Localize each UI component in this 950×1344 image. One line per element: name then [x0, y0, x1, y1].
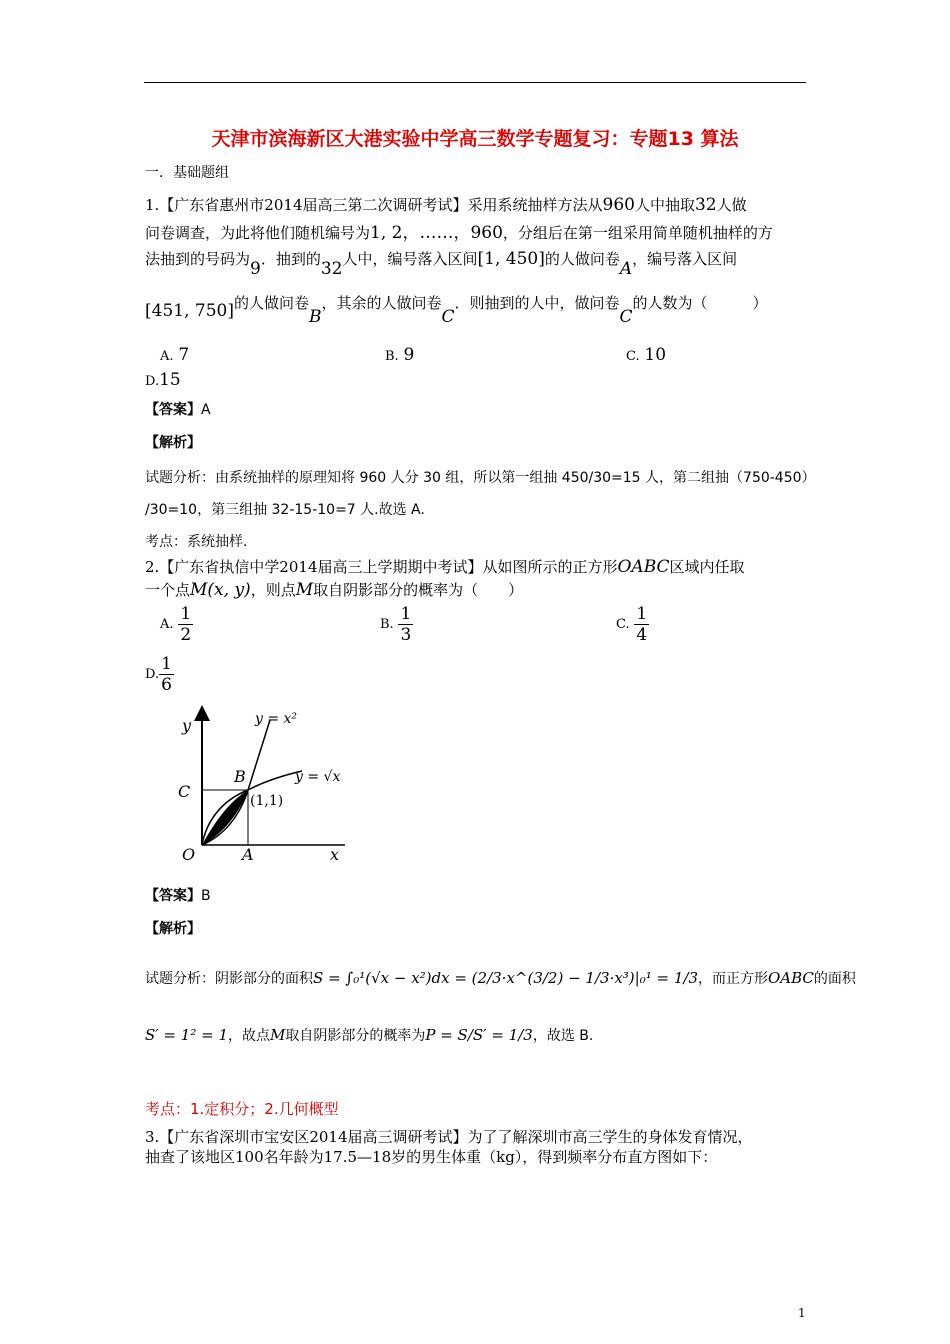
q1-analysis-line-1: 试题分析：由系统抽样的原理知将 960 人分 30 组，所以第一组抽 450/30=15 人，第二组抽（750-450）: [145, 470, 816, 486]
q1-option-d[interactable]: [145, 370, 181, 390]
q1-text: 1.【广东省惠州市2014届高三第二次调研考试】采用系统抽样方法从: [145, 196, 603, 214]
option-fraction: [398, 604, 413, 645]
x-label: x: [330, 845, 340, 864]
q2-option-a[interactable]: [160, 604, 193, 645]
q1-option-c[interactable]: [626, 345, 666, 365]
q2-figure: [170, 705, 360, 865]
option-label: D.: [145, 667, 160, 682]
q1-text: 人中抽取: [634, 196, 695, 214]
q1-text: 人中，编号落入区间: [342, 250, 478, 268]
option-label: C.: [626, 349, 640, 364]
q1-text: ，分组后在第一组采用简单随机抽样的方: [502, 224, 773, 242]
q1-line-4: [145, 294, 768, 327]
denominator: 2: [180, 625, 192, 645]
answer-value: B: [201, 888, 211, 904]
q1-var: A: [619, 259, 633, 279]
option-label: B.: [380, 617, 394, 632]
answer-label: 【答案】: [145, 402, 201, 418]
shaded-region: [202, 790, 248, 845]
q1-analysis-line-2: /30=10，第三组抽 32-15-10=7 人.故选 A.: [145, 502, 425, 518]
q1-number: 9: [250, 259, 261, 279]
numerator: 1: [400, 604, 412, 624]
q1-answer: [145, 399, 211, 419]
q2-text: 试题分析：阴影部分的面积: [145, 971, 313, 987]
q2-answer: [145, 885, 211, 905]
q1-interval: [451, 750]: [145, 301, 234, 321]
q1-option-b[interactable]: [385, 345, 414, 365]
q2-text: ，则点: [250, 581, 296, 599]
q2-text: ，故选 B.: [532, 1028, 594, 1044]
denominator: 3: [400, 625, 412, 645]
option-fraction: [178, 604, 193, 645]
q2-var: M: [270, 1026, 286, 1044]
q1-text: 法抽到的号码为: [145, 250, 251, 268]
q1-text: ．则抽到的人中，做问卷: [454, 294, 620, 312]
q1-analysis-label: 【解析】: [145, 435, 201, 451]
page-number: 1: [798, 1306, 806, 1320]
page-title: 天津市滨海新区大港实验中学高三数学专题复习：专题13 算法: [211, 128, 739, 150]
q1-number: 960: [602, 195, 635, 215]
q1-text: ，其余的人做问卷: [321, 294, 442, 312]
label-b: B: [234, 767, 246, 786]
q2-formula: S′ = 1² = 1: [145, 1026, 228, 1044]
q2-line-1: [145, 556, 745, 577]
numerator: 1: [161, 654, 172, 674]
numerator: 1: [636, 604, 648, 624]
option-value: 15: [159, 370, 181, 390]
q2-formula: P = S/S′ = 1/3: [425, 1026, 533, 1044]
numerator: 1: [180, 604, 192, 624]
q2-text: 取自阴影部分的概率为: [285, 1028, 426, 1044]
denominator: 6: [161, 675, 172, 695]
q2-option-c[interactable]: [616, 604, 649, 645]
q1-text: 问卷调查，为此将他们随机编号为: [145, 224, 371, 242]
q1-var: C: [619, 307, 633, 327]
label-a: A: [242, 845, 254, 864]
q1-text: ．抽到的: [260, 250, 321, 268]
q2-text: 一个点: [145, 581, 191, 599]
q1-option-a[interactable]: [160, 345, 189, 365]
q1-number: 32: [694, 195, 717, 215]
q1-text: ，编号落入区间: [632, 250, 738, 268]
answer-value: A: [201, 402, 211, 418]
q2-option-b[interactable]: [380, 604, 413, 645]
q2-text: ，故点: [228, 1028, 270, 1044]
q2-analysis-line-1: [145, 968, 856, 988]
option-fraction: [159, 654, 174, 695]
q2-var: OABC: [617, 557, 670, 577]
q2-var: M: [295, 580, 314, 600]
q1-kaodian: 考点：系统抽样.: [145, 534, 248, 550]
q1-text: 人做: [716, 196, 747, 214]
option-label: B.: [385, 349, 399, 364]
q1-line-1: [145, 194, 747, 215]
q2-var: OABC: [767, 969, 814, 987]
q2-text: 2.【广东省执信中学2014届高三上学期期中考试】从如图所示的正方形: [145, 558, 618, 576]
q2-text: 区域内任取: [669, 558, 745, 576]
q3-line-1: 3.【广东省深圳市宝安区2014届高三调研考试】为了了解深圳市高三学生的身体发育情况，: [145, 1128, 753, 1146]
option-value: 10: [644, 345, 667, 365]
section-heading: 一．基础题组: [145, 165, 229, 181]
label-point: (1,1): [250, 793, 284, 809]
option-label: A.: [160, 617, 174, 632]
label-curve-1: y = x²: [255, 711, 298, 727]
option-label: D.: [145, 374, 160, 389]
q2-line-2: [145, 579, 523, 600]
label-o: O: [182, 845, 196, 864]
q1-var: B: [308, 307, 322, 327]
q2-analysis-line-2: [145, 1025, 593, 1045]
header-rule: [144, 82, 806, 83]
q2-text: ，而正方形: [697, 971, 768, 987]
q2-analysis-label: 【解析】: [145, 921, 201, 937]
q2-text: 取自阴影部分的概率为（ ）: [313, 581, 524, 599]
option-value: 7: [178, 345, 190, 365]
q2-text: 的面积: [813, 971, 856, 987]
q2-option-d[interactable]: [145, 654, 174, 695]
q2-var: M(x, y): [190, 580, 251, 600]
q2-formula: S = ∫₀¹(√x − x²)dx = (2/3·x^(3/2) − 1/3·x³)|₀¹ = 1/3: [313, 969, 698, 987]
q1-interval: [1, 450]: [477, 249, 545, 269]
q1-line-2: [145, 218, 773, 243]
denominator: 4: [636, 625, 648, 645]
option-fraction: [634, 604, 649, 645]
answer-label: 【答案】: [145, 888, 201, 904]
q1-text: 的人数为（ ）: [632, 294, 768, 312]
label-c: C: [178, 782, 191, 801]
option-label: A.: [160, 349, 174, 364]
option-label: C.: [616, 617, 630, 632]
q2-kaodian: 考点：1.定积分；2.几何概型: [145, 1100, 339, 1118]
q1-sequence: 1, 2，……，960: [370, 223, 503, 243]
q1-text: 的人做问卷: [233, 294, 309, 312]
option-value: 9: [403, 345, 415, 365]
q1-line-3: [145, 248, 738, 279]
label-curve-2: y = √x: [295, 769, 341, 785]
q1-text: 的人做问卷: [544, 250, 620, 268]
y-label: y: [182, 716, 192, 735]
q1-var: C: [441, 307, 455, 327]
q3-line-2: 抽查了该地区100名年龄为17.5—18岁的男生体重（kg），得到频率分布直方图如下：: [145, 1148, 718, 1166]
q1-number: 32: [320, 259, 343, 279]
